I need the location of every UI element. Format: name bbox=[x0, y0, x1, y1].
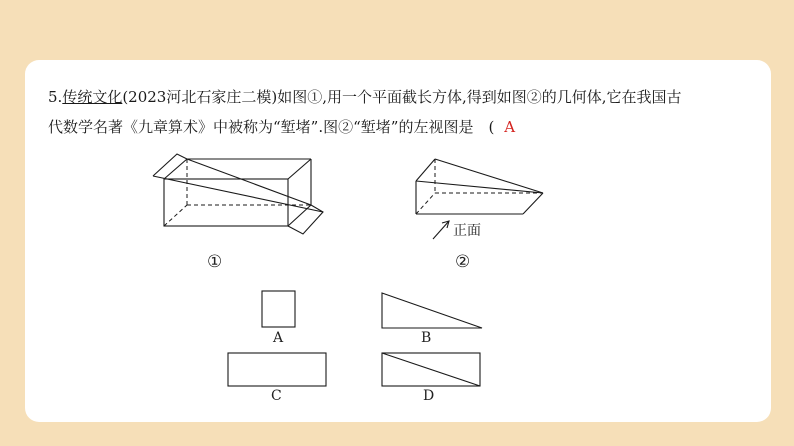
question-line-2 bbox=[48, 116, 515, 137]
answer-text: A bbox=[504, 118, 516, 136]
option-b-label: B bbox=[421, 330, 432, 346]
question-number: 5. bbox=[48, 88, 63, 106]
option-d-label: D bbox=[423, 388, 435, 404]
question-tag: 传统文化 bbox=[62, 88, 123, 106]
question-text-2: 代数学名著《九章算术》中被称为“堑堵”.图②“堑堵”的左视图是 ( bbox=[48, 118, 495, 136]
option-a-label: A bbox=[273, 330, 284, 346]
option-b-triangle bbox=[381, 292, 485, 330]
option-c-rectangle bbox=[227, 352, 329, 388]
figure-1-label: ① bbox=[207, 252, 223, 272]
option-c-label: C bbox=[271, 388, 282, 404]
option-a-square bbox=[261, 290, 297, 330]
figure-1-cuboid bbox=[145, 152, 335, 242]
question-text-1: (2023河北石家庄二模)如图①,用一个平面截长方体,得到如图②的几何体,它在我国古 bbox=[122, 88, 682, 106]
figure-2-label: ② bbox=[455, 252, 471, 272]
option-d-rectangle-diagonal bbox=[381, 352, 483, 388]
front-label: 正面 bbox=[453, 223, 481, 239]
question-line-1 bbox=[48, 86, 682, 107]
question-card bbox=[25, 60, 771, 422]
